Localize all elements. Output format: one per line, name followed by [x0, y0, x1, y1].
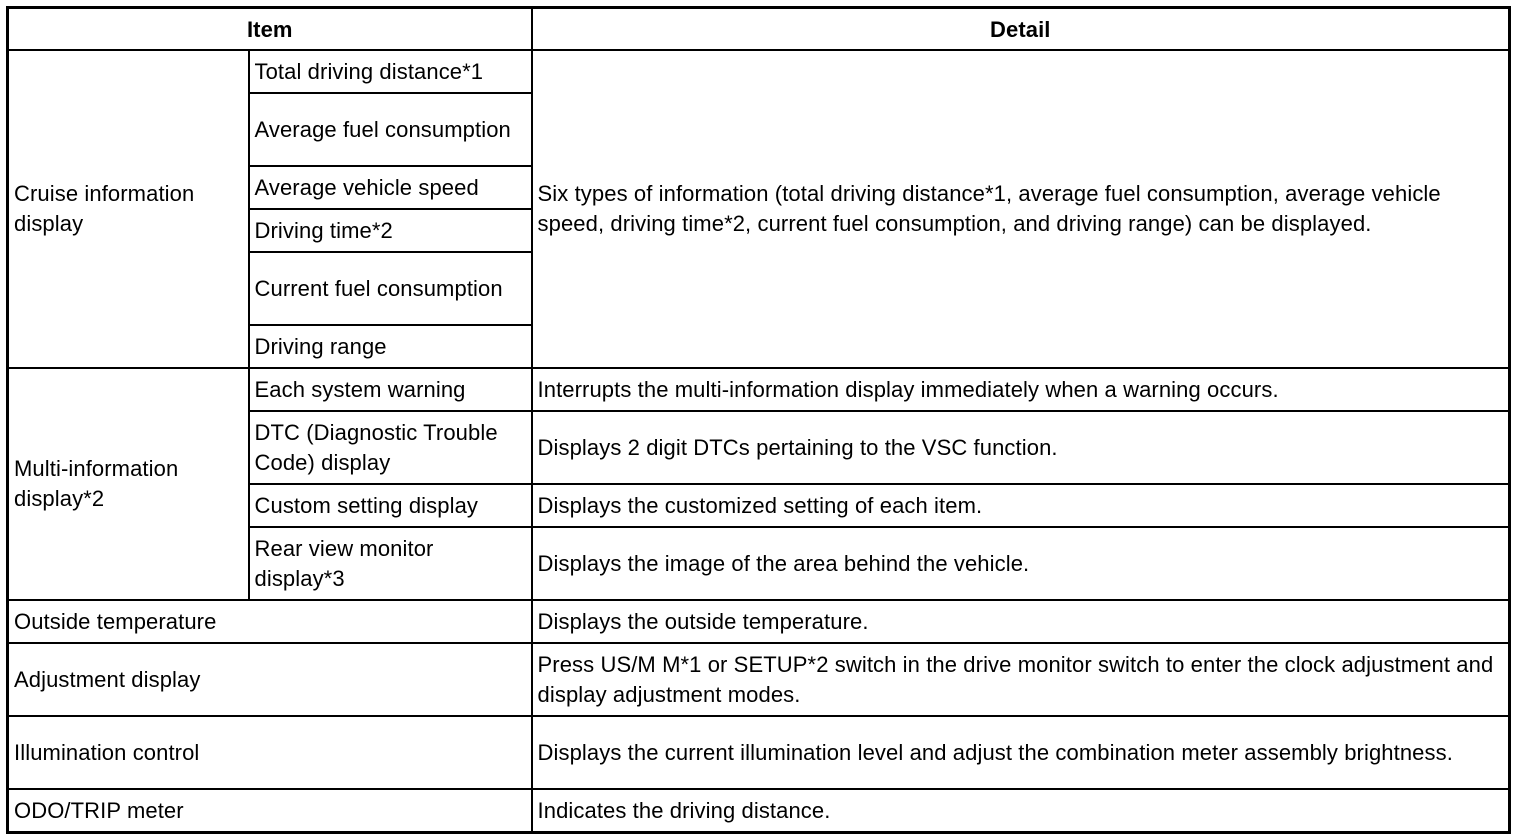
item-outside-temperature: Outside temperature: [8, 600, 532, 643]
spec-table: [6, 6, 1511, 834]
item-adjustment-display: Adjustment display: [8, 643, 532, 716]
cruise-subitem: Driving time*2: [249, 209, 532, 252]
header-row: [8, 8, 1510, 51]
cruise-subitem: Average vehicle speed: [249, 166, 532, 209]
table-row: [8, 368, 1510, 411]
multi-label: Multi-information display*2: [8, 368, 249, 600]
cruise-label: Cruise information display: [8, 50, 249, 368]
item-odo-trip-meter: ODO/TRIP meter: [8, 789, 532, 833]
multi-subitem: DTC (Diagnostic Trouble Code) display: [249, 411, 532, 484]
table-row: [8, 643, 1510, 716]
cruise-detail: Six types of information (total driving distance*1, average fuel consumption, average vehicle speed, driving time*2, current fuel consumption, and driving range) can be displayed.: [532, 50, 1510, 368]
cruise-subitem: Driving range: [249, 325, 532, 368]
detail-adjustment-display: Press US/M M*1 or SETUP*2 switch in the drive monitor switch to enter the clock adjustment and display adjustment modes.: [532, 643, 1510, 716]
multi-detail: Interrupts the multi-information display immediately when a warning occurs.: [532, 368, 1510, 411]
item-illumination-control: Illumination control: [8, 716, 532, 789]
header-item: Item: [8, 8, 532, 51]
detail-illumination-control: Displays the current illumination level and adjust the combination meter assembly brightness.: [532, 716, 1510, 789]
multi-detail: Displays the customized setting of each item.: [532, 484, 1510, 527]
table-row: [8, 789, 1510, 833]
table-row: [8, 50, 1510, 93]
multi-subitem: Each system warning: [249, 368, 532, 411]
multi-subitem: Custom setting display: [249, 484, 532, 527]
detail-outside-temperature: Displays the outside temperature.: [532, 600, 1510, 643]
multi-detail: Displays the image of the area behind the vehicle.: [532, 527, 1510, 600]
cruise-subitem: Total driving distance*1: [249, 50, 532, 93]
table-row: [8, 716, 1510, 789]
multi-subitem: Rear view monitor display*3: [249, 527, 532, 600]
cruise-subitem: Average fuel consumption: [249, 93, 532, 166]
table-row: [8, 600, 1510, 643]
cruise-subitem: Current fuel consumption: [249, 252, 532, 325]
spec-table-wrapper: [6, 6, 1508, 834]
multi-detail: Displays 2 digit DTCs pertaining to the VSC function.: [532, 411, 1510, 484]
header-detail: Detail: [532, 8, 1510, 51]
detail-odo-trip-meter: Indicates the driving distance.: [532, 789, 1510, 833]
